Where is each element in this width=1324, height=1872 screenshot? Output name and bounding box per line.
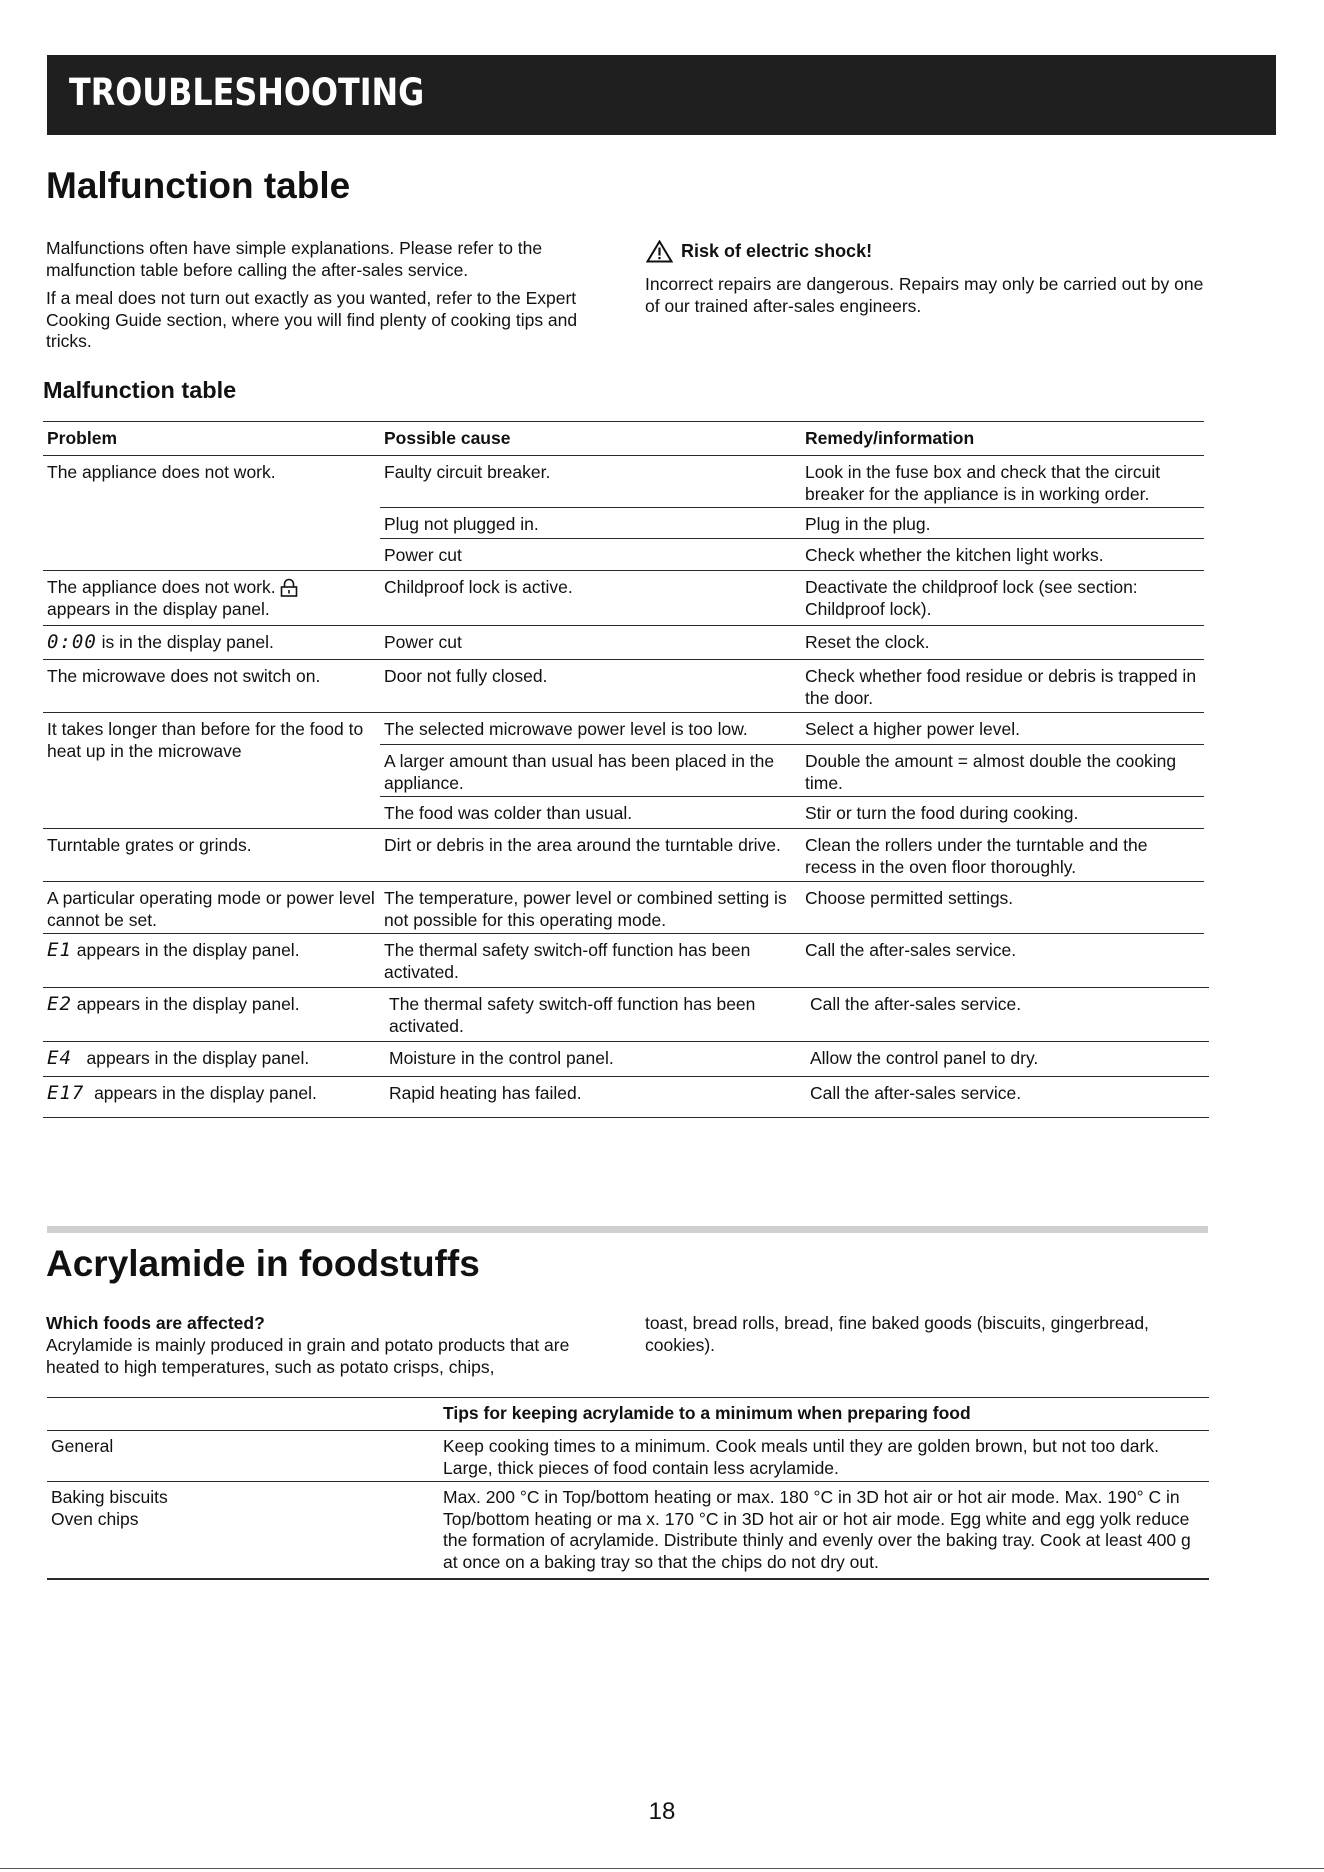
problem-text: appears in the display panel. [47,598,270,619]
cause-cell: Childproof lock is active. [384,577,573,597]
intro-paragraph-2: If a meal does not turn out exactly as you wanted, refer to the Expert Cooking Guide section, where you will find plenty of cooking tips and tricks. [46,288,578,351]
table-row [43,625,1204,659]
malfunction-heading: Malfunction table [46,165,351,206]
malfunction-table [43,421,1204,1116]
warning-title-text: Risk of electric shock! [681,241,873,261]
row-text: Keep cooking times to a minimum. Cook meals until they are golden brown, but not too dark. Large, thick pieces of food contain less acrylamide. [443,1436,1159,1478]
acrylamide-subheading: Which foods are affected? [46,1313,265,1333]
display-code: E4 [47,1047,72,1069]
remedy-cell: Look in the fuse box and check that the circuit breaker for the appliance is in working order. [805,462,1161,504]
row-label-a: Baking biscuits [51,1487,168,1507]
table-row [43,933,1204,987]
row-label: General [51,1436,114,1456]
problem-text: The appliance does not work. [47,577,276,597]
problem-cell: The appliance does not work. [47,462,276,482]
problem-cell [43,1041,380,1076]
problem-cell [43,987,380,1041]
header-problem: Problem [47,428,118,448]
problem-text: is in the display panel. [101,632,274,652]
table-row [43,1041,1204,1076]
problem-cell [43,933,380,987]
table-row [43,507,1204,538]
cause-cell: Rapid heating has failed. [389,1083,582,1103]
acrylamide-table-header: Tips for keeping acrylamide to a minimum when preparing food [443,1403,971,1423]
problem-text: appears in the display panel. [94,1083,317,1103]
table-row [47,1481,1209,1578]
bottom-border [0,1868,1324,1869]
row-label [47,1481,439,1578]
acrylamide-text-left: Acrylamide is mainly produced in grain and potato products that are heated to high temperatures, such as potato crisps, chips, [46,1335,570,1377]
warning-title [646,240,872,263]
cause-cell: Door not fully closed. [384,666,548,686]
table-header-row [43,421,1204,455]
cause-cell: The food was colder than usual. [384,803,633,823]
row-text: Max. 200 °C in Top/bottom heating or max. 180 °C in 3D hot air or hot air mode. Max. 190° C in Top/bottom heating or ma x. 170 °C in 3D hot air or hot air mode. Egg white and egg yolk reduce the formation of acrylamide. Distribute thinly and evenly over the baking tray. Cook at least 400 g at once on a baking tray so that the chips do not dry out. [443,1487,1191,1572]
problem-text: appears in the display panel. [76,994,300,1014]
warning-triangle-icon [646,240,673,263]
problem-text: appears in the display panel. [76,940,300,960]
section-divider [47,1226,1208,1233]
remedy-cell: Choose permitted settings. [805,888,1014,908]
table-row [43,712,1204,761]
remedy-cell: Call the after-sales service. [810,994,1022,1014]
header-remedy: Remedy/information [805,428,975,448]
display-code: E1 [47,939,72,961]
remedy-cell: Allow the control panel to dry. [810,1048,1039,1068]
remedy-cell: Call the after-sales service. [810,1083,1022,1103]
problem-cell [43,625,380,659]
acrylamide-text-right: toast, bread rolls, bread, fine baked goods (biscuits, gingerbread, cookies). [645,1313,1149,1355]
table-row [43,538,1204,570]
table-row [47,1430,1209,1481]
cause-cell: Moisture in the control panel. [389,1048,614,1068]
remedy-cell: Check whether food residue or debris is trapped in the door. [805,666,1197,708]
remedy-cell: Select a higher power level. [805,719,1020,739]
remedy-cell: Reset the clock. [805,632,930,652]
problem-cell [43,570,380,625]
display-code: E17 [47,1082,85,1104]
table-row [43,881,1204,933]
row-label-b: Oven chips [51,1508,139,1529]
header-cause: Possible cause [384,428,511,448]
table-row [43,1076,1204,1116]
problem-cell: It takes longer than before for the food to heat up in the microwave [47,719,364,761]
problem-cell: A particular operating mode or power level cannot be set. [47,888,375,930]
banner-title: TROUBLESHOOTING [69,71,425,114]
problem-cell: The microwave does not switch on. [47,666,321,686]
remedy-cell: Stir or turn the food during cooking. [805,803,1079,823]
display-code: 0:00 [47,631,97,653]
cause-cell: The temperature, power level or combined setting is not possible for this operating mode. [384,888,787,930]
cause-cell: The thermal safety switch-off function has been activated. [384,940,751,982]
remedy-cell: Check whether the kitchen light works. [805,545,1104,565]
table-row [43,744,1204,796]
remedy-cell: Plug in the plug. [805,514,931,534]
acrylamide-header-row [47,1397,1209,1430]
page-number: 18 [648,1798,676,1825]
table-row [43,796,1204,828]
problem-cell: Turntable grates or grinds. [47,835,252,855]
cause-cell: The thermal safety switch-off function has been activated. [389,994,756,1036]
table-row [43,570,1204,625]
remedy-cell: Double the amount = almost double the cooking time. [805,751,1177,793]
childproof-lock-icon [280,578,298,598]
intro-paragraph-1: Malfunctions often have simple explanations. Please refer to the malfunction table before calling the after-sales service. [46,238,543,280]
remedy-cell: Clean the rollers under the turntable and the recess in the oven floor thoroughly. [805,835,1148,877]
table-title: Malfunction table [43,377,237,403]
display-code: E2 [47,993,72,1015]
table-row [43,828,1204,881]
table-row [43,455,1204,507]
remedy-cell: Deactivate the childproof lock (see section: Childproof lock). [805,577,1138,619]
cause-cell: Dirt or debris in the area around the turntable drive. [384,835,781,855]
cause-cell: A larger amount than usual has been placed in the appliance. [384,751,775,793]
cause-cell: Plug not plugged in. [384,514,539,534]
cause-cell: The selected microwave power level is too low. [384,719,748,739]
acrylamide-table [47,1397,1209,1578]
cause-cell: Power cut [384,632,462,652]
table-row [43,659,1204,712]
remedy-cell: Call the after-sales service. [805,940,1017,960]
section-banner [47,55,1276,135]
table-row [43,987,1204,1041]
problem-cell [43,1076,380,1116]
warning-text: Incorrect repairs are dangerous. Repairs may only be carried out by one of our trained after-sales engineers. [645,274,1204,316]
acrylamide-heading: Acrylamide in foodstuffs [46,1243,480,1284]
cause-cell: Faulty circuit breaker. [384,462,551,482]
cause-cell: Power cut [384,545,462,565]
problem-text: appears in the display panel. [86,1048,310,1068]
